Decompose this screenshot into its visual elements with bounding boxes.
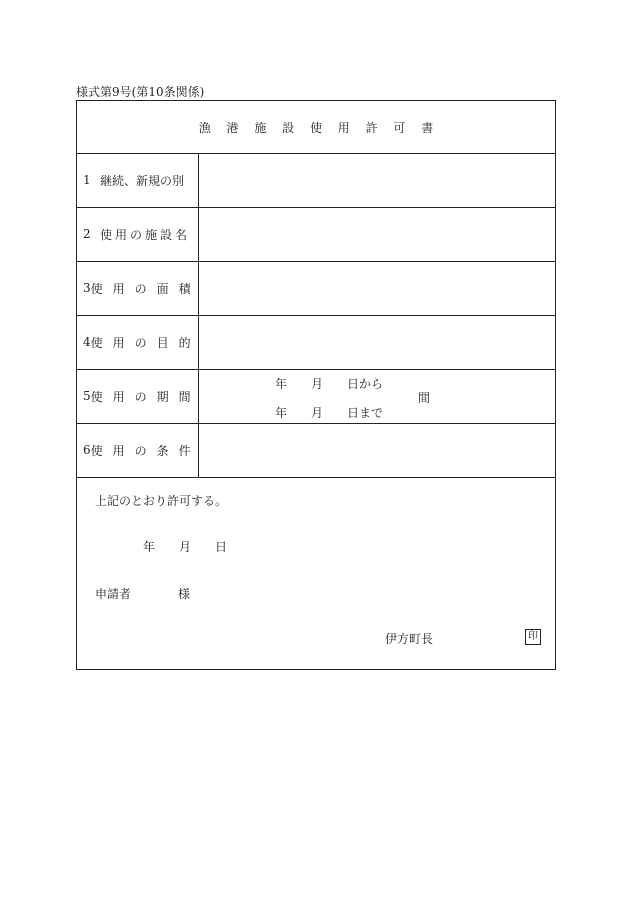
row-facility-name [77,207,555,262]
row-number: 4 [83,335,91,349]
row-number: 6 [83,443,91,457]
row-number: 1 [83,173,91,187]
applicant-label: 申請者 [95,587,132,601]
row-label-text: 使用の期間 [90,389,201,404]
row-label-text: 使用の条件 [90,443,201,458]
continuation-type-field[interactable] [199,153,555,207]
approval-section [77,476,555,669]
approval-date-month: 月 [179,540,192,554]
row-label [77,315,199,369]
period-from-year: 年 [275,377,288,391]
row-label-text: 使用の面積 [90,281,201,296]
period-to-month: 月 [311,406,324,420]
usage-area-field[interactable] [199,261,555,315]
row-label-text: 継続、新規の別 [100,173,185,188]
usage-purpose-field[interactable] [199,315,555,369]
row-number: 2 [83,227,91,241]
facility-name-field[interactable] [199,207,555,261]
row-label [77,423,199,477]
approval-statement: 上記のとおり許可する。 [95,494,228,508]
row-label [77,153,199,207]
row-usage-area [77,261,555,316]
period-from [199,375,555,389]
approval-date-year: 年 [143,540,156,554]
mayor-title: 伊方町長 [385,632,434,646]
row-label [77,207,199,261]
form-title: 漁 港 施 設 使 用 許 可 書 [198,120,440,135]
row-label [77,261,199,315]
period-between: 間 [418,391,431,405]
row-usage-purpose [77,315,555,370]
row-label [77,369,199,423]
usage-period-field[interactable] [199,369,555,423]
seal-mark: 印 [525,629,541,645]
row-usage-period [77,369,555,424]
approval-date-day: 日 [215,540,228,554]
row-label-text: 使用の目的 [90,335,201,350]
period-to [199,404,555,418]
period-to-year: 年 [275,406,288,420]
period-to-day: 日まで [347,406,384,420]
row-label-text: 使用の施設名 [100,227,191,242]
row-number: 3 [83,281,91,295]
usage-conditions-field[interactable] [199,423,555,477]
period-from-day: 日から [347,377,384,391]
form-number: 様式第9号(第10条関係) [76,85,205,99]
row-continuation-type [77,153,555,208]
period-from-month: 月 [311,377,324,391]
row-number: 5 [83,389,91,403]
title-row [77,101,555,154]
applicant-honorific: 様 [178,587,191,601]
permit-form [76,100,556,670]
row-usage-conditions [77,423,555,478]
